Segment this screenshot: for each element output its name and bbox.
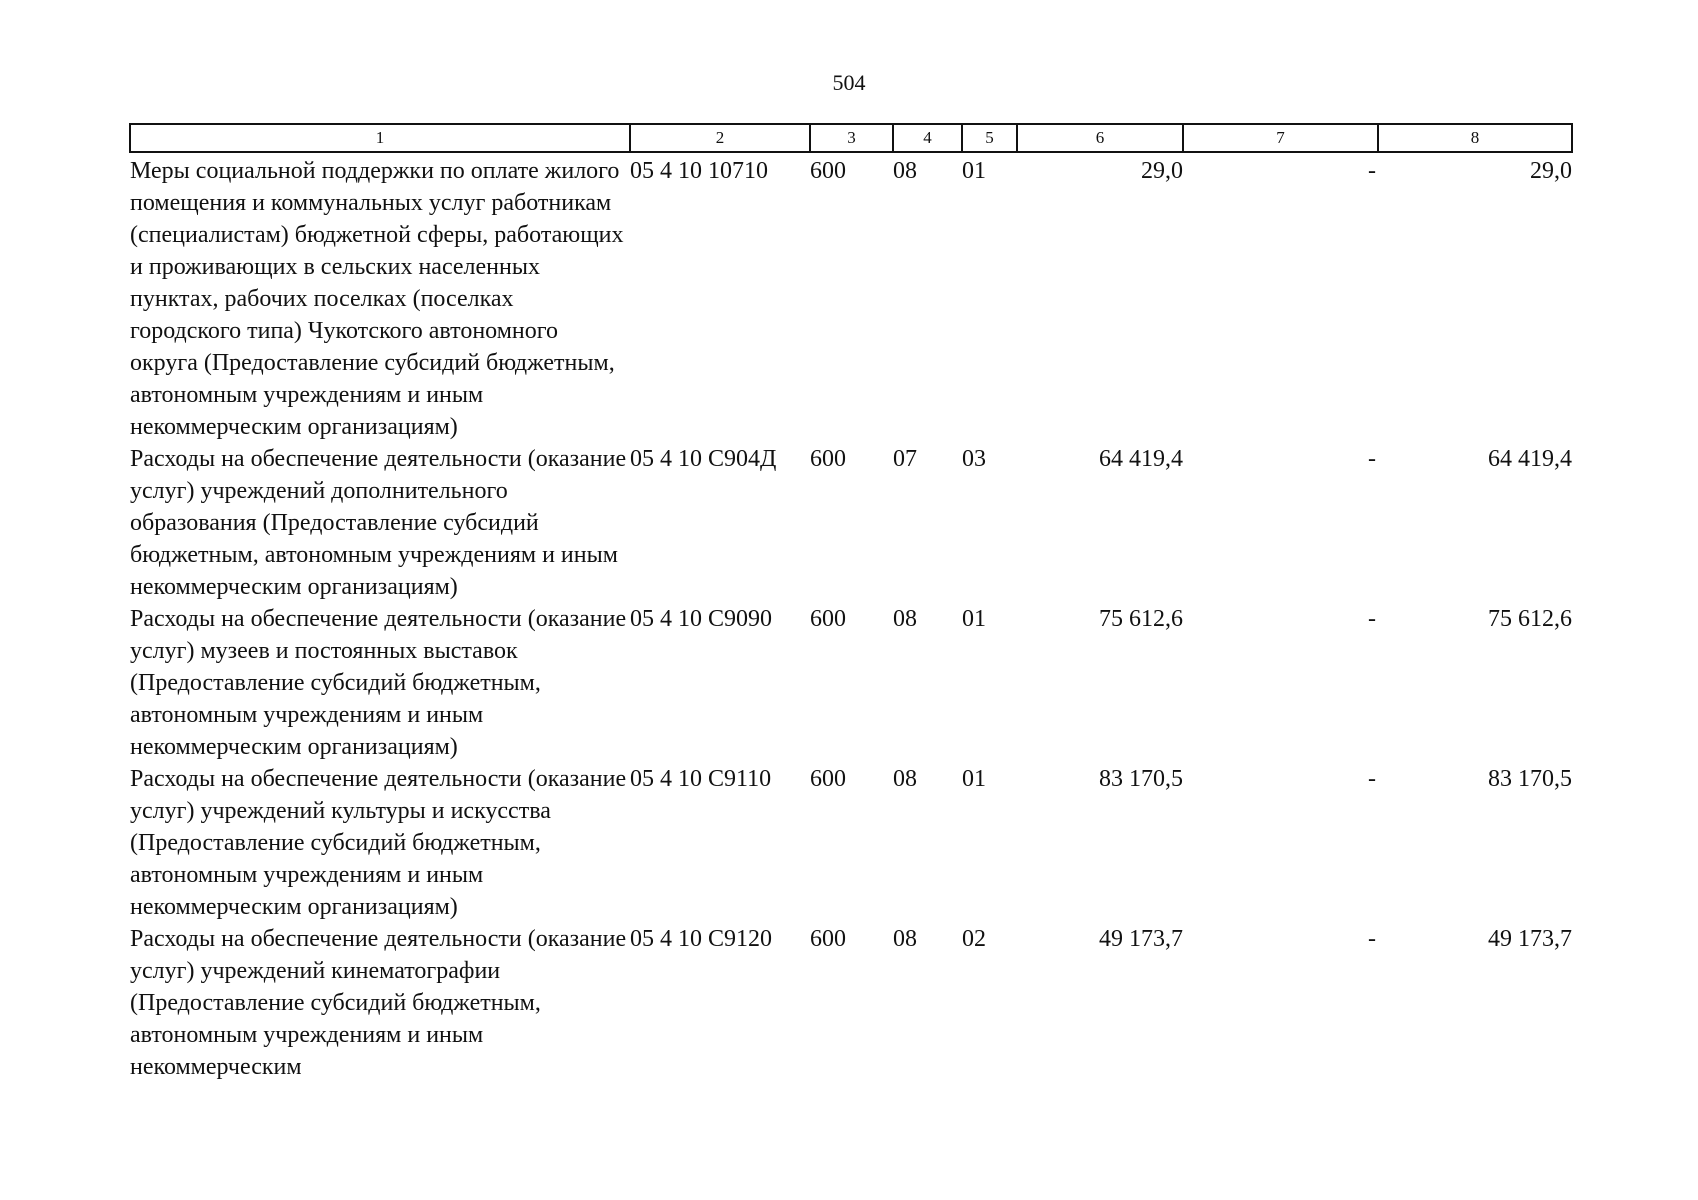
row-subsection: 01 xyxy=(962,158,986,184)
row-section: 08 xyxy=(893,766,917,792)
row-total: 83 170,5 xyxy=(1488,766,1572,792)
column-header-7: 7 xyxy=(1183,124,1378,152)
row-amount: 49 173,7 xyxy=(1099,926,1183,952)
row-total: 64 419,4 xyxy=(1488,446,1572,472)
row-target-code: 05 4 10 С9110 xyxy=(630,766,772,792)
row-total: 29,0 xyxy=(1530,158,1572,184)
header-row xyxy=(130,124,1572,152)
row-target-code: 05 4 10 С904Д xyxy=(630,446,777,472)
row-total: 75 612,6 xyxy=(1488,606,1572,632)
table-row xyxy=(130,443,1572,603)
row-subsection: 01 xyxy=(962,606,986,632)
column-header-3: 3 xyxy=(810,124,893,152)
column-header-6: 6 xyxy=(1017,124,1183,152)
row-target-code: 05 4 10 С9090 xyxy=(630,606,773,632)
column-header-1: 1 xyxy=(130,124,630,152)
row-amount: 29,0 xyxy=(1141,158,1183,184)
row-target-code: 05 4 10 10710 xyxy=(630,158,768,184)
row-change: - xyxy=(1368,606,1376,632)
row-change: - xyxy=(1368,926,1376,952)
column-header-2: 2 xyxy=(630,124,810,152)
row-expense-type: 600 xyxy=(810,606,846,632)
row-expense-type: 600 xyxy=(810,766,846,792)
page-number: 504 xyxy=(832,70,866,95)
row-subsection: 03 xyxy=(962,446,986,472)
row-change: - xyxy=(1368,446,1376,472)
table-header xyxy=(130,124,1572,152)
row-description: Расходы на обеспечение деятельности (оказание услуг) музеев и постоянных выставок (Предоставление субсидий бюджетным, автономным учреждениям и иным некоммерческим организациям) xyxy=(130,606,627,760)
row-total: 49 173,7 xyxy=(1488,926,1572,952)
row-expense-type: 600 xyxy=(810,926,846,952)
row-change: - xyxy=(1368,766,1376,792)
row-description: Меры социальной поддержки по оплате жилого помещения и коммунальных услуг работникам (специалистам) бюджетной сферы, работающих и проживающих в сельских населенных пунктах, рабочих поселках (поселках городского типа) Чукотского автономного округа (Предоставление субсидий бюджетным, автономным учреждениям и иным некоммерческим организациям) xyxy=(130,158,624,440)
budget-table xyxy=(129,123,1573,1083)
table-row xyxy=(130,603,1572,763)
row-section: 08 xyxy=(893,158,917,184)
row-subsection: 01 xyxy=(962,766,986,792)
column-header-5: 5 xyxy=(962,124,1017,152)
row-description: Расходы на обеспечение деятельности (оказание услуг) учреждений кинематографии (Предоставление субсидий бюджетным, автономным учреждениям и иным некоммерческим xyxy=(130,926,627,1080)
row-expense-type: 600 xyxy=(810,158,846,184)
column-header-8: 8 xyxy=(1378,124,1572,152)
row-subsection: 02 xyxy=(962,926,986,952)
column-header-4: 4 xyxy=(893,124,962,152)
row-section: 08 xyxy=(893,606,917,632)
row-change: - xyxy=(1368,158,1376,184)
row-target-code: 05 4 10 С9120 xyxy=(630,926,773,952)
table-row xyxy=(130,763,1572,923)
row-amount: 75 612,6 xyxy=(1099,606,1183,632)
row-description: Расходы на обеспечение деятельности (оказание услуг) учреждений дополнительного образования (Предоставление субсидий бюджетным, автономным учреждениям и иным некоммерческим организациям) xyxy=(130,446,627,600)
row-amount: 64 419,4 xyxy=(1099,446,1183,472)
row-section: 08 xyxy=(893,926,917,952)
table-body xyxy=(130,152,1572,1083)
row-expense-type: 600 xyxy=(810,446,846,472)
row-section: 07 xyxy=(893,446,917,472)
table-row xyxy=(130,923,1572,1083)
table-row xyxy=(130,152,1572,443)
row-amount: 83 170,5 xyxy=(1099,766,1183,792)
row-description: Расходы на обеспечение деятельности (оказание услуг) учреждений культуры и искусства (Предоставление субсидий бюджетным, автономным учреждениям и иным некоммерческим организациям) xyxy=(130,766,627,920)
